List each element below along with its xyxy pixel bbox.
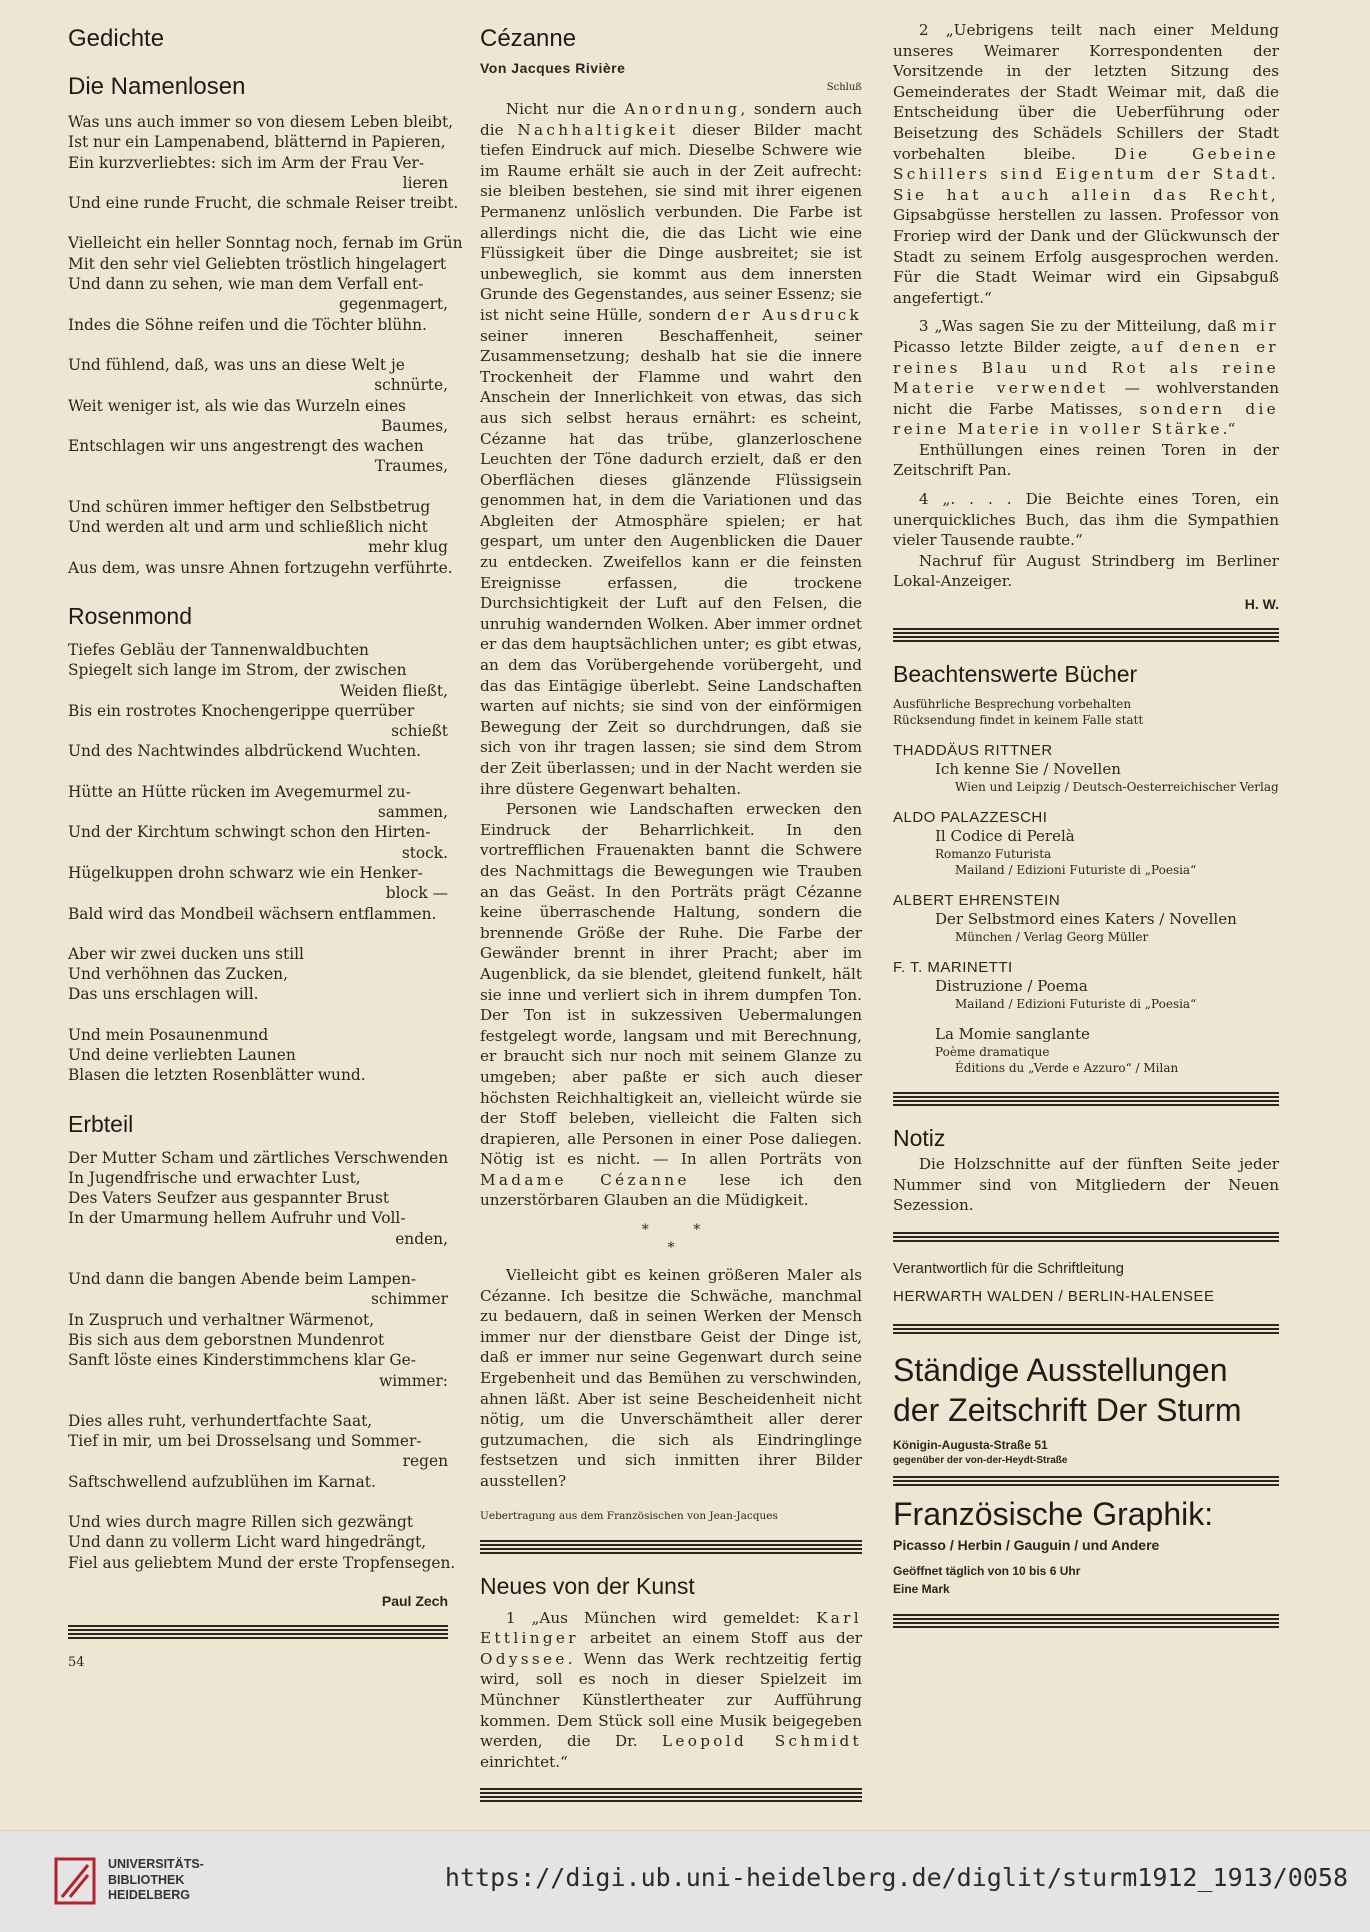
poem-line: Mit den sehr viel Geliebten tröstlich hingelagert [68,254,447,273]
article-paragraph: Personen wie Landschaften erwecken den Eindruck der Beharrlichkeit. In den vortrefflichen Frauenakten bannt die Schwere des Nachmittags die Bewegungen wie Trauben an das Geäst. In den Porträts prägt Cézanne keine überraschende Haltung, sondern die brennende Größe der Ruhe. Die Farbe der Gewänder brennt in ihrer Pracht; aber im Augenblick, da sie blendet, gleitend funkelt, hält sie inne und verliert sich in ihrem dumpfen Ton. Der Ton ist in sukzessiven Uebermalungen festgelegt worde, langsam und mit Berechnung, er braucht sich nur noch mit seinem Glanze zu umgeben; aber paßte er sich auch dieser höchsten Reichhaltigkeit an, vielleicht würde sie der Stoff beleben, vielleicht die Falten sich drapieren, alle Personen in einer Pose daliegen. Nötig ist es nicht. — In allen Porträts von Madame Cézanne lese ich den unzerstörbaren Glauben an die Müdigkeit. [480,800,863,1210]
section-divider-stars: * * [641,1222,701,1239]
poem-line: Aber wir zwei ducken uns still [68,944,304,963]
news-title: Neues von der Kunst [480,1572,695,1599]
poem-stanza [68,1512,456,1573]
ad-subtitle: Französische Graphik: [893,1495,1214,1532]
article-continuation-tag: Schluß [826,82,862,93]
column-rule [893,1614,1279,1628]
news-item-1: 1 „Aus München wird gemeldet: Karl Ettlinger arbeitet an einem Stoff aus der Odyssee. Wenn das Werk rechtzeitig fertig wird, soll es noch in dieser Spielzeit im Münchner Künstlertheater zur Aufführung kommen. Dem Stück soll eine Musik beigegeben werden, die Dr. Leopold Schmidt einrichtet.“ [480,1608,862,1771]
poem-line: regen [402,1452,448,1471]
poem-line: Dies alles ruht, verhundertfachte Saat, [68,1411,373,1430]
column-rule [68,1625,448,1639]
poem-line: Und mein Posaunenmund [68,1025,269,1044]
column-rule [480,1788,862,1802]
notes-signature: H. W. [1244,596,1279,613]
column-rule [893,1476,1279,1486]
poem-line: wimmer: [379,1371,448,1390]
article-paragraph: Vielleicht gibt es keinen größeren Maler als Cézanne. Ich besitze die Schwäche, manchmal zu bedauern, daß in seinen Werken der Mensch immer nur der dienstbare Geist der Dinge ist, daß er immer nur seine Gegenwart durch seine Ergebenheit und das Bemühen zu verschwinden, ahnen läßt. Aber ist seine Bescheidenheit nicht nötig, um die Unverschämtheit aller derer gutzumachen, die sich als Eindringlinge festsetzen und sich inmitten ihrer Bilder ausstellen? [480,1266,862,1490]
book-title: Ich kenne Sie / Novellen [935,760,1121,779]
column-notes [893,20,1279,1644]
ad-artists: Picasso / Herbin / Gauguin / und Andere [893,1536,1160,1553]
poem-stanza [68,497,453,578]
books-subtitle: Ausführliche Besprechung vorbehalten Rücksendung findet in keinem Falle statt [893,697,1144,728]
poem-line: Saftschwellend aufzublühen im Karnat. [68,1472,376,1491]
poet-signature: Paul Zech [381,1592,448,1609]
book-entry [893,959,1279,1012]
poem-line: schimmer [370,1290,448,1309]
column-poems [68,22,463,1670]
ad-price: Eine Mark [893,1581,950,1596]
book-title: Il Codice di Perelà [935,827,1075,846]
poem-line: Und dann die bangen Abende beim Lampen- [68,1270,417,1289]
book-entry [893,1024,1279,1076]
column-rule [893,1232,1279,1242]
poem-line: Aus dem, was unsre Ahnen fortzugehn verführte. [68,558,453,577]
notiz-title: Notiz [893,1125,946,1152]
news-item-3: 3 „Was sagen Sie zu der Mitteilung, daß mir Picasso letzte Bilder zeigte, auf denen er reines Blau und Rot als reine Materie verwendet — wohlverstanden nicht die Farbe Matisses, sondern die reine Materie in voller Stärke.“ [893,317,1280,439]
poem-line: Spiegelt sich lange im Strom, der zwischen [68,661,407,680]
poem-line: Der Mutter Scham und zärtliches Verschwenden [68,1148,449,1167]
poem-line: In Zuspruch und verhaltner Wärmenot, [68,1310,375,1329]
column-rule [893,628,1279,642]
book-publisher: Mailand / Edizioni Futuriste di „Poesia“ [955,863,1197,878]
poem-title: Erbteil [68,1110,134,1137]
responsible-label: Verantwortlich für die Schriftleitung [893,1259,1124,1277]
poem-line: Tiefes Gebläu der Tannenwaldbuchten [68,640,369,659]
book-publisher: Wien und Leipzig / Deutsch-Oesterreichischer Verlag [955,780,1279,795]
book-title: La Momie sanglante [935,1025,1090,1044]
poem-stanza [68,1148,448,1249]
book-title: Der Selbstmord eines Katers / Novellen [935,910,1237,929]
page-number: 54 [68,1654,85,1670]
book-subtitle: Poème dramatique [935,1045,1050,1060]
translation-note: Uebertragung aus dem Französischen von Jean-Jacques [480,1509,778,1522]
poem-line: Entschlagen wir uns angestrengt des wachen [68,437,424,456]
column-rule [893,1324,1279,1334]
column-cezanne [480,22,862,1818]
poem-line: stock. [401,843,448,862]
poem-line: Sanft löste eines Kinderstimmchens klar Ge- [68,1351,416,1370]
poem-line: Und der Kirchtum schwingt schon den Hirten- [68,823,431,842]
poem-body [68,1148,456,1573]
book-publisher: Éditions du „Verde e Azzuro“ / Milan [955,1061,1179,1076]
poem-line: enden, [395,1229,448,1248]
ad-hours: Geöffnet täglich von 10 bis 6 Uhr [893,1563,1081,1578]
notiz-text: Die Holzschnitte auf der fünften Seite jeder Nummer sind von Mitgliedern der Neuen Sezession. [893,1155,1279,1215]
poem-line: Ist nur ein Lampenabend, blätternd in Papieren, [68,133,446,152]
poem-line: Hügelkuppen drohn schwarz wie ein Henker- [68,863,423,882]
column-rule [893,1092,1279,1106]
poem-stanza [68,1025,448,1086]
section-title-gedichte: Gedichte [68,25,165,52]
book-entry [893,892,1279,945]
poem-stanza [68,233,463,334]
poem-line: Weit weniger ist, als wie das Wurzeln eines [68,396,406,415]
ad-address-detail: gegenüber der von-der-Heydt-Straße [893,1454,1068,1466]
poem-line: Hütte an Hütte rücken im Avegemurmel zu- [68,782,411,801]
poems-container [68,70,463,1573]
poem-line: Fiel aus geliebtem Mund der erste Tropfensegen. [68,1553,456,1572]
poem-line: Ein kurzverliebtes: sich im Arm der Frau Ver- [68,153,425,172]
ad-address: Königin-Augusta-Straße 51 [893,1437,1048,1452]
poem-line: Tief in mir, um bei Drosselsang und Sommer- [68,1432,422,1451]
poem-line: schießt [391,722,448,741]
poem-stanza [68,112,459,213]
poem-line: Indes die Söhne reifen und die Töchter blühn. [68,315,427,334]
book-title: Distruzione / Poema [935,977,1088,996]
poem-line: Und schüren immer heftiger den Selbstbetrug [68,497,431,516]
poem-line: Baumes, [381,416,448,435]
poem-stanza [68,640,448,762]
news-item-4-source: Nachruf für August Strindberg im Berliner Lokal-Anzeiger. [893,551,1279,591]
poem-stanza [68,782,448,924]
book-publisher: Mailand / Edizioni Futuriste di „Poesia“ [955,997,1197,1012]
books-title: Beachtenswerte Bücher [893,661,1138,688]
poem-line: block — [385,884,448,903]
article-paragraph: Nicht nur die Anordnung, sondern auch die Nachhaltigkeit dieser Bilder macht tiefen Eindruck auf mich. Dieselbe Schwere wie im Raume erhält sie auch in der Zeit aufrecht: sie bleiben bestehen, sie sind mit ihrer eigenen Permanenz unlöslich verbunden. Die Farbe ist allerdings nicht die, die das Licht wie eine Flüssigkeit über die Dinge ausbreitet; sie ist unbeweglich, sie kommt aus dem innersten Grunde des Gegenstandes, aus seiner Essenz; sie ist nicht seine Hülle, sondern der Ausdruck seiner inneren Beschaffenheit, seiner Zusammensetzung; deshalb hat sie die innere Trockenheit der Flamme und wahrt den Anschein der Innerlichkeit von etwas, das sich aus sich selbst heraus ernährt: es scheint, Cézanne hat das trübe, glanzerloschene Leuchten der Töne dadurch erzielt, daß er den Oberflächen dieses glänzende Flüssigsein genommen hat, in dem die Variationen und das Abgleiten der Atmosphäre spielen; er hat gespart, um unter den Augenblicken die Dauer zu entdecken. Zweifellos kann er die feinsten Ereignisse erfassen, die trockene Durchsichtigkeit der Luft auf den Felsen, die unruhig wandernden Wolken. Aber immer ordnet er das dem hauptsächlichen unter; es gibt etwas, an dem das Vorübergehende vorübergeht, und das das Eintägige überlebt. Seine Landschaften warten auf nichts; sie sind von der einförmigen Bewegung der Zeit so durchdrungen, daß sie sich von ihr tragen lassen; sie sind dem Strom der Zeit überlassen; und in der Nacht werden sie ihre düstere Gegenwart behalten. [480,100,862,798]
book-author: ALBERT EHRENSTEIN [893,892,1061,910]
poem-line: Und dann zu vollerm Licht ward hingedrängt, [68,1533,427,1552]
poem-line: Bald wird das Mondbeil wächsern entflammen. [68,904,437,923]
poem-body [68,112,463,578]
poem-stanza [68,944,448,1005]
poem-line: Und eine runde Frucht, die schmale Reiser treibt. [68,194,459,213]
poem-title: Rosenmond [68,602,193,629]
book-author: ALDO PALAZZESCHI [893,809,1048,827]
poem-line: Vielleicht ein heller Sonntag noch, fernab im Grün [68,234,463,253]
responsible-name: HERWARTH WALDEN / BERLIN-HALENSEE [893,1287,1215,1305]
library-logo-icon [52,1853,98,1907]
book-subtitle: Romanzo Futurista [935,847,1052,862]
poem-stanza [68,1269,448,1391]
book-entry [893,742,1279,795]
source-url-link[interactable]: https://digi.ub.uni-heidelberg.de/diglit/sturm1912_1913/0058 [444,1863,1348,1892]
news-item-3-source: Enthüllungen eines reinen Toren in der Zeitschrift Pan. [893,440,1279,480]
book-author: THADDÄUS RITTNER [893,742,1053,760]
article-author: Von Jacques Rivière [480,60,626,76]
poem-line: Und fühlend, daß, was uns an diese Welt je [68,355,405,374]
poem-line: Traumes, [374,457,448,476]
book-author: F. T. MARINETTI [893,959,1013,977]
poem-line: Blasen die letzten Rosenblätter wund. [68,1066,366,1085]
poem-line: Und dann zu sehen, wie man dem Verfall ent- [68,275,424,294]
poem-line: schnürte, [374,376,448,395]
poem-stanza [68,1411,448,1492]
news-item-2: 2 „Uebrigens teilt nach einer Meldung unseres Weimarer Korrespondenten der Vorsitzende in der letzten Sitzung des Gemeinderates der Stadt Weimar mit, daß die Entscheidung über die Ueberführung oder Beisetzung des Schädels Schillers der Stadt vorbehalten bleibe. Die Gebeine Schillers sind Eigentum der Stadt. Sie hat auch allein das Recht, Gipsabgüsse herstellen zu lassen. Professor von Froriep wird der Dank und der Glückwunsch der Stadt zu seinem Erfolg ausgesprochen werden. Für die Stadt Weimar wird ein Gipsabguß angefertigt.“ [893,21,1279,307]
library-footer [0,1830,1370,1932]
poem-line: Was uns auch immer so von diesem Leben bleibt, [68,113,454,131]
poem-line: Bis ein rostrotes Knochengerippe querrüber [68,701,415,720]
poem-title: Die Namenlosen [68,73,246,100]
ad-title: Ständige Ausstellungen der Zeitschrift Der Sturm [893,1351,1242,1428]
poem-line: Und deine verliebten Launen [68,1045,296,1064]
poem-line: Das uns erschlagen will. [68,985,259,1004]
book-entry [893,809,1279,878]
section-divider-star: * [667,1240,675,1257]
poem-line: In der Umarmung hellem Aufruhr und Voll- [68,1209,406,1228]
poem-stanza [68,355,448,477]
poem-line: Weiden fließt, [339,681,448,700]
poem-line: sammen, [377,803,448,822]
books-list [893,742,1279,1076]
poem-line: Und werden alt und arm und schließlich nicht [68,518,428,537]
news-item-4: 4 „. . . . Die Beichte eines Toren, ein unerquickliches Buch, das ihm die Sympathien vieler Tausende raubte.“ [893,490,1279,550]
poem-line: mehr klug [368,538,448,557]
poem-line: Und verhöhnen das Zucken, [68,965,288,984]
poem-line: In Jugendfrische und erwachter Lust, [68,1168,361,1187]
poem-line: Bis sich aus dem geborstnen Mundenrot [68,1330,385,1349]
library-name: UNIVERSITÄTS- BIBLIOTHEK HEIDELBERG [108,1857,204,1902]
poem-line: lieren [402,173,448,192]
poem-body [68,640,448,1086]
book-publisher: München / Verlag Georg Müller [955,930,1149,945]
poem-line: gegenmagert, [339,295,448,314]
poem-line: Und des Nachtwindes albdrückend Wuchten. [68,742,422,761]
poem-line: Und wies durch magre Rillen sich gezwängt [68,1513,414,1532]
column-rule [480,1540,862,1554]
article-title-cezanne: Cézanne [480,25,577,52]
poem-line: Des Vaters Seufzer aus gespannter Brust [68,1189,390,1208]
